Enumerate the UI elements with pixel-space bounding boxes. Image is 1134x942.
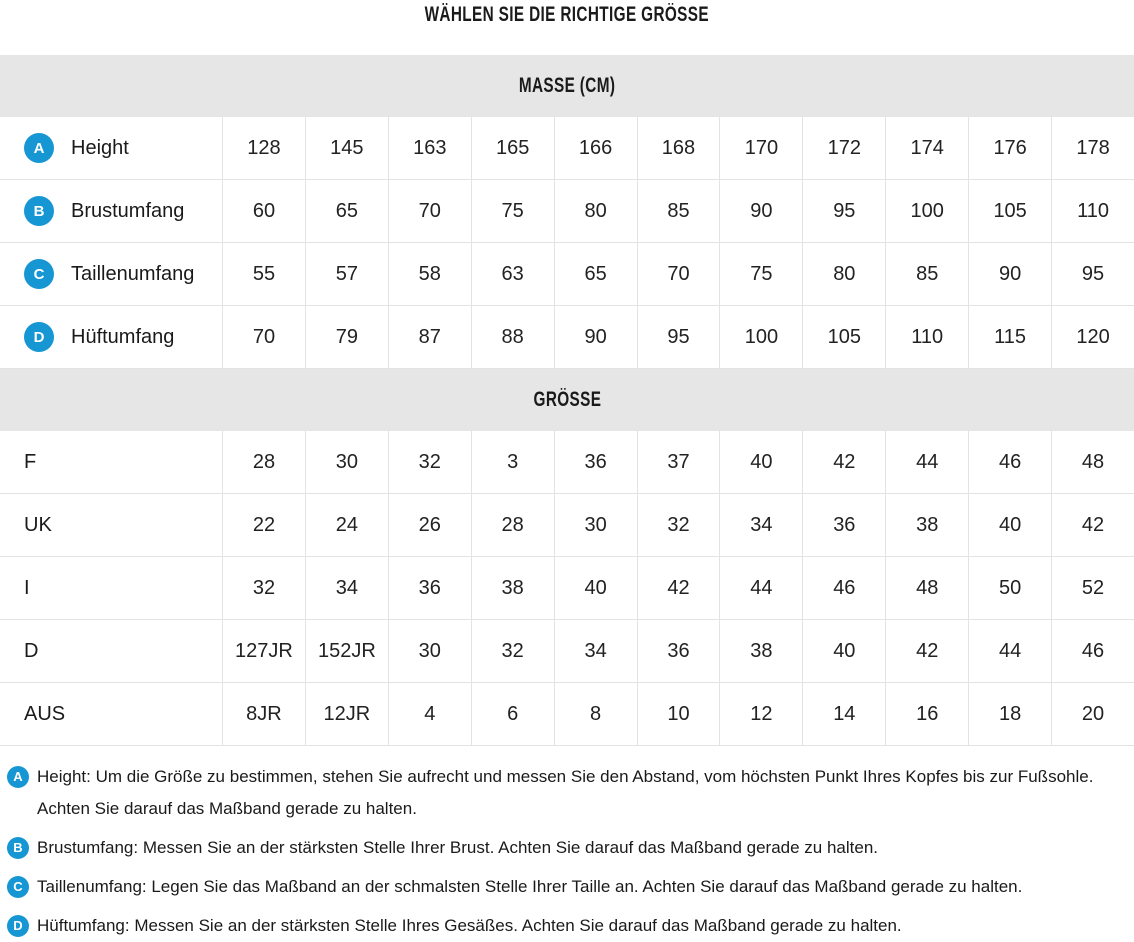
measure-badge-d: D	[24, 322, 54, 352]
note-badge-d: D	[7, 915, 29, 937]
measure-badge-c: C	[24, 259, 54, 289]
size-cell: 46	[968, 431, 1051, 493]
size-cell: 40	[968, 494, 1051, 556]
size-cell: 22	[222, 494, 305, 556]
size-cell: 55	[222, 243, 305, 305]
size-cell: 44	[719, 557, 802, 619]
size-cell: 105	[802, 306, 885, 368]
row-label: Taillenumfang	[71, 262, 195, 285]
size-cell: 65	[305, 180, 388, 242]
size-cell: 79	[305, 306, 388, 368]
row-label-cell	[0, 620, 222, 682]
size-cell: 70	[637, 243, 720, 305]
size-cell: 168	[637, 117, 720, 179]
table-row	[0, 243, 1134, 306]
size-cell: 48	[885, 557, 968, 619]
size-cell: 42	[885, 620, 968, 682]
row-label-cell	[0, 557, 222, 619]
size-cell: 26	[388, 494, 471, 556]
size-cell: 90	[719, 180, 802, 242]
size-cell: 88	[471, 306, 554, 368]
size-cell: 85	[637, 180, 720, 242]
size-cell: 145	[305, 117, 388, 179]
note-text: Height: Um die Größe zu bestimmen, stehen Sie aufrecht und messen Sie den Abstand, vom höchsten Punkt Ihres Kopfes bis zur Fußsohle. Achten Sie darauf das Maßband gerade zu halten.	[37, 767, 1094, 818]
size-cell: 165	[471, 117, 554, 179]
size-cell: 95	[802, 180, 885, 242]
size-cell: 42	[1051, 494, 1134, 556]
size-cell: 57	[305, 243, 388, 305]
note	[7, 761, 1126, 825]
size-cell: 95	[637, 306, 720, 368]
note	[7, 871, 1126, 903]
size-cell: 163	[388, 117, 471, 179]
size-cell: 28	[471, 494, 554, 556]
size-cell: 34	[305, 557, 388, 619]
size-cell: 30	[388, 620, 471, 682]
size-cell: 30	[554, 494, 637, 556]
row-label-cell	[0, 243, 222, 305]
size-cell: 80	[554, 180, 637, 242]
row-label-cell	[0, 180, 222, 242]
row-label: I	[24, 576, 30, 599]
size-cell: 127JR	[222, 620, 305, 682]
size-cell: 174	[885, 117, 968, 179]
size-cell: 12	[719, 683, 802, 745]
size-cell: 176	[968, 117, 1051, 179]
row-label: D	[24, 639, 39, 662]
note-badge-a: A	[7, 766, 29, 788]
size-cell: 170	[719, 117, 802, 179]
size-table	[0, 55, 1134, 746]
row-label-cell	[0, 683, 222, 745]
table-row	[0, 431, 1134, 494]
size-cell: 75	[471, 180, 554, 242]
size-cell: 46	[1051, 620, 1134, 682]
note-text: Hüftumfang: Messen Sie an der stärksten Stelle Ihres Gesäßes. Achten Sie darauf das Maßband gerade zu halten.	[37, 916, 902, 935]
note	[7, 910, 1126, 942]
size-cell: 16	[885, 683, 968, 745]
row-label-cell	[0, 117, 222, 179]
size-cell: 34	[554, 620, 637, 682]
size-cell: 128	[222, 117, 305, 179]
row-label-cell	[0, 306, 222, 368]
size-cell: 30	[305, 431, 388, 493]
size-cell: 4	[388, 683, 471, 745]
size-cell: 42	[802, 431, 885, 493]
note-badge-c: C	[7, 876, 29, 898]
size-cell: 60	[222, 180, 305, 242]
page-title	[0, 0, 1134, 28]
size-cell: 38	[885, 494, 968, 556]
size-cell: 6	[471, 683, 554, 745]
size-cell: 32	[471, 620, 554, 682]
row-label: Hüftumfang	[71, 325, 175, 348]
measure-badge-a: A	[24, 133, 54, 163]
table-row	[0, 557, 1134, 620]
table-row	[0, 117, 1134, 180]
row-label-cell	[0, 494, 222, 556]
size-cell: 8JR	[222, 683, 305, 745]
size-cell: 12JR	[305, 683, 388, 745]
size-cell: 87	[388, 306, 471, 368]
section-header-label: MASSE (CM)	[518, 74, 616, 97]
size-cell: 44	[885, 431, 968, 493]
size-cell: 32	[222, 557, 305, 619]
size-cell: 38	[471, 557, 554, 619]
size-cell: 75	[719, 243, 802, 305]
size-cell: 172	[802, 117, 885, 179]
size-cell: 70	[388, 180, 471, 242]
size-cell: 166	[554, 117, 637, 179]
size-cell: 37	[637, 431, 720, 493]
size-cell: 32	[637, 494, 720, 556]
size-cell: 34	[719, 494, 802, 556]
table-row	[0, 620, 1134, 683]
table-row	[0, 494, 1134, 557]
size-cell: 3	[471, 431, 554, 493]
size-cell: 10	[637, 683, 720, 745]
size-cell: 100	[719, 306, 802, 368]
row-label-cell	[0, 431, 222, 493]
row-label: Brustumfang	[71, 199, 185, 222]
section-header-label: GRÖSSE	[533, 388, 601, 411]
size-cell: 18	[968, 683, 1051, 745]
size-cell: 20	[1051, 683, 1134, 745]
size-cell: 50	[968, 557, 1051, 619]
size-cell: 120	[1051, 306, 1134, 368]
size-cell: 100	[885, 180, 968, 242]
note-text: Brustumfang: Messen Sie an der stärksten Stelle Ihrer Brust. Achten Sie darauf das Maßband gerade zu halten.	[37, 838, 879, 857]
size-cell: 110	[1051, 180, 1134, 242]
size-cell: 70	[222, 306, 305, 368]
size-cell: 32	[388, 431, 471, 493]
size-cell: 44	[968, 620, 1051, 682]
size-cell: 46	[802, 557, 885, 619]
size-cell: 28	[222, 431, 305, 493]
size-cell: 105	[968, 180, 1051, 242]
size-cell: 38	[719, 620, 802, 682]
note	[7, 832, 1126, 864]
size-cell: 85	[885, 243, 968, 305]
size-cell: 40	[802, 620, 885, 682]
size-cell: 36	[388, 557, 471, 619]
size-cell: 110	[885, 306, 968, 368]
table-row	[0, 306, 1134, 369]
measurement-notes	[0, 746, 1134, 942]
note-text: Taillenumfang: Legen Sie das Maßband an der schmalsten Stelle Ihrer Taille an. Achten Sie darauf das Maßband gerade zu halten.	[37, 877, 1023, 896]
table-row	[0, 683, 1134, 746]
size-cell: 8	[554, 683, 637, 745]
row-label: AUS	[24, 702, 66, 725]
size-cell: 40	[719, 431, 802, 493]
size-cell: 63	[471, 243, 554, 305]
measure-badge-b: B	[24, 196, 54, 226]
size-cell: 90	[554, 306, 637, 368]
size-cell: 95	[1051, 243, 1134, 305]
section-header	[0, 369, 1134, 431]
size-cell: 36	[637, 620, 720, 682]
row-label: F	[24, 450, 37, 473]
size-cell: 36	[554, 431, 637, 493]
size-cell: 40	[554, 557, 637, 619]
size-cell: 65	[554, 243, 637, 305]
size-cell: 52	[1051, 557, 1134, 619]
size-cell: 14	[802, 683, 885, 745]
size-cell: 115	[968, 306, 1051, 368]
row-label: UK	[24, 513, 52, 536]
size-cell: 48	[1051, 431, 1134, 493]
size-cell: 80	[802, 243, 885, 305]
size-cell: 42	[637, 557, 720, 619]
size-cell: 24	[305, 494, 388, 556]
size-cell: 152JR	[305, 620, 388, 682]
section-header	[0, 55, 1134, 117]
size-cell: 178	[1051, 117, 1134, 179]
size-cell: 36	[802, 494, 885, 556]
page-title-text: WÄHLEN SIE DIE RICHTIGE GRÖSSE	[424, 3, 710, 26]
size-cell: 90	[968, 243, 1051, 305]
table-row	[0, 180, 1134, 243]
size-cell: 58	[388, 243, 471, 305]
note-badge-b: B	[7, 837, 29, 859]
row-label: Height	[71, 136, 129, 159]
